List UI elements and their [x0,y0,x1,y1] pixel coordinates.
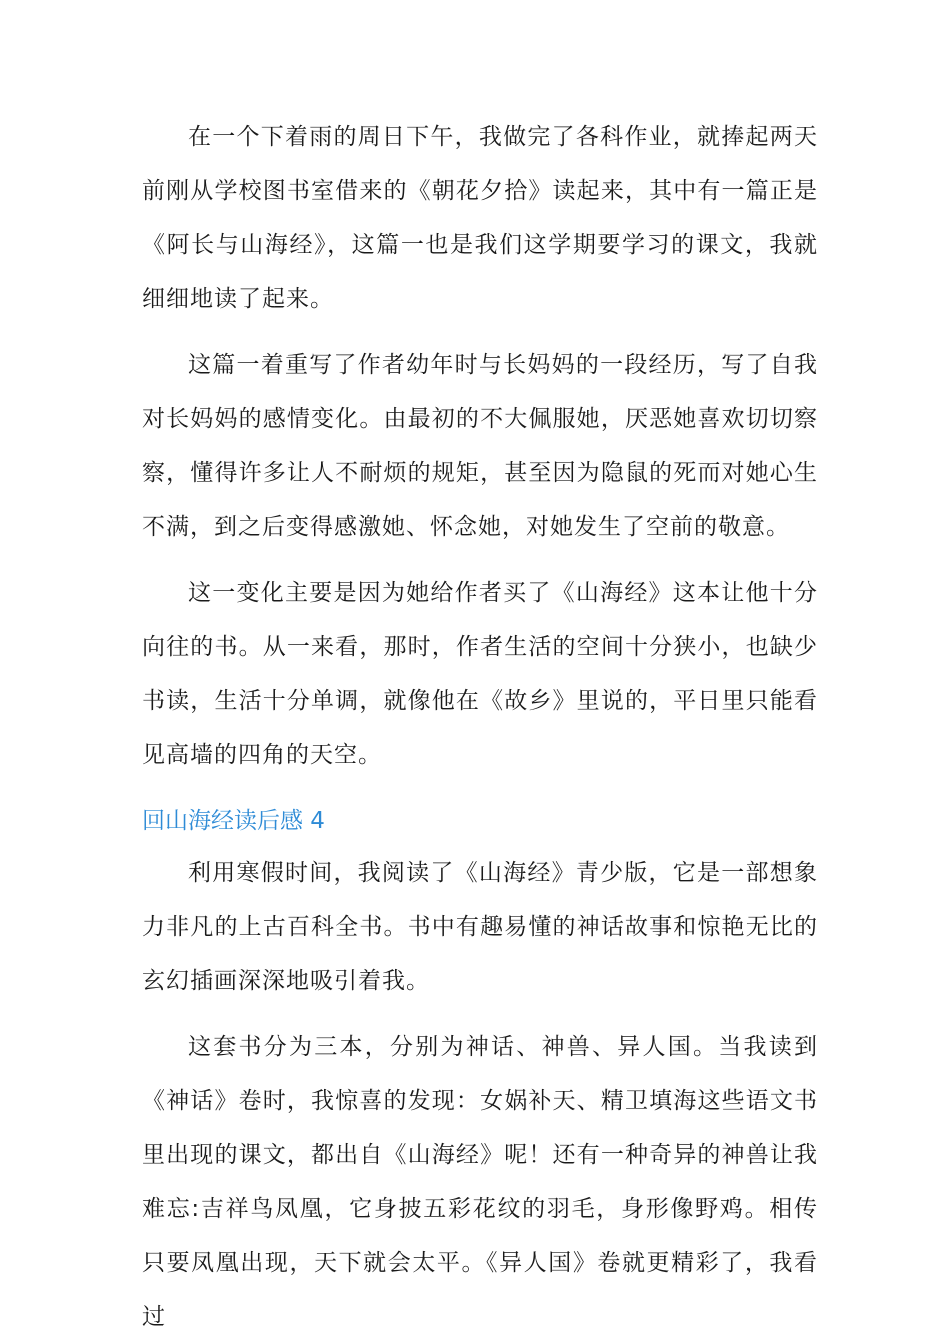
paragraph-2: 这篇一着重写了作者幼年时与长妈妈的一段经历，写了自我对长妈妈的感情变化。由最初的不大佩服她，厌恶她喜欢切切察察，懂得许多让人不耐烦的规矩，甚至因为隐鼠的死而对她心生不满，到之后变得感激她、怀念她，对她发生了空前的敬意。 [142,352,818,540]
section-heading: 回山海经读后感 4 [142,808,325,834]
paragraph-3: 这一变化主要是因为她给作者买了《山海经》这本让他十分向往的书。从一来看，那时，作者生活的空间十分狭小，也缺少书读，生活十分单调，就像他在《故乡》里说的，平日里只能看见高墙的四角的天空。 [142,580,818,768]
paragraph-5: 这套书分为三本，分别为神话、神兽、异人国。当我读到《神话》卷时，我惊喜的发现：女娲补天、精卫填海这些语文书里出现的课文，都出自《山海经》呢！还有一种奇异的神兽让我难忘:吉祥鸟凤凰，它身披五彩花纹的羽毛，身形像野鸡。相传只要凤凰出现，天下就会太平。《异人国》卷就更精彩了，我看过 [142,1034,818,1330]
paragraph-1: 在一个下着雨的周日下午，我做完了各科作业，就捧起两天前刚从学校图书室借来的《朝花夕拾》读起来，其中有一篇正是《阿长与山海经》，这篇一也是我们这学期要学习的课文，我就细细地读了起来。 [142,124,818,312]
document-body [142,110,818,1344]
paragraph-4: 利用寒假时间，我阅读了《山海经》青少版，它是一部想象力非凡的上古百科全书。书中有趣易懂的神话故事和惊艳无比的玄幻插画深深地吸引着我。 [142,860,818,994]
